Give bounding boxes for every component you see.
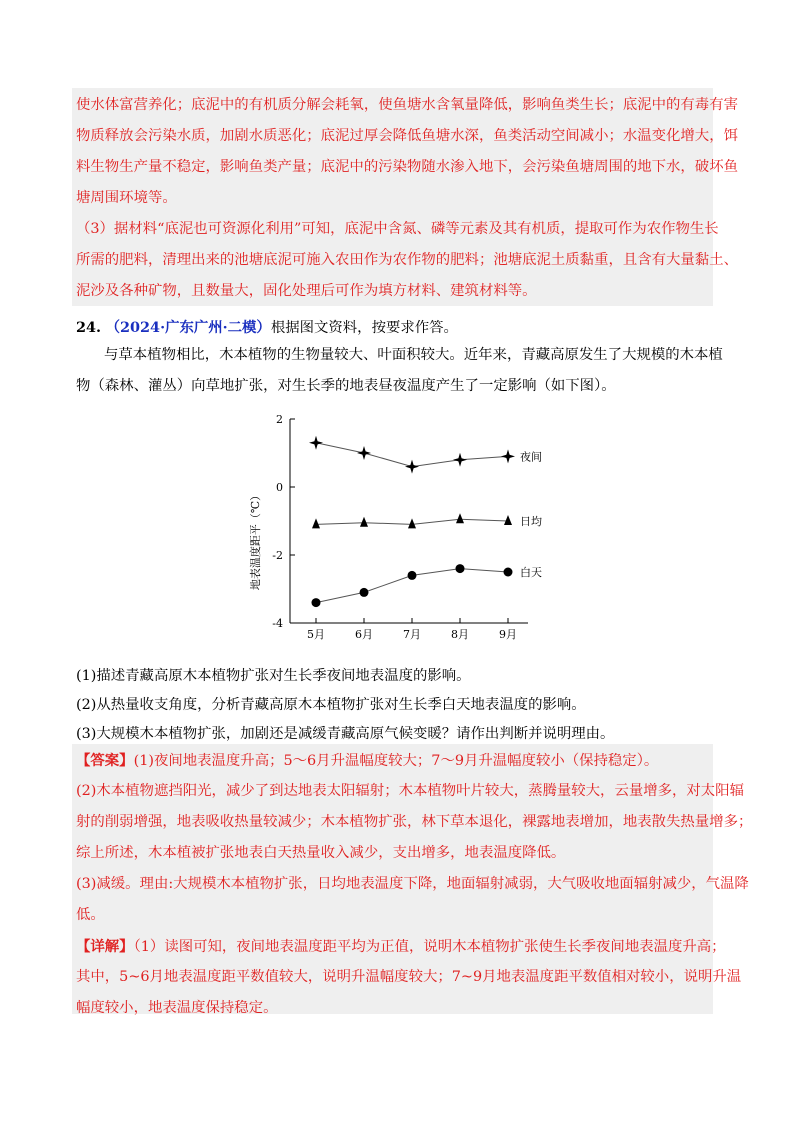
data-point xyxy=(504,568,513,577)
x-tick-label: 8月 xyxy=(451,628,469,641)
intro-line: 与草本植物相比，木本植物的生物量较大、叶面积较大。近年来，青藏高原发生了大规模的木本植 xyxy=(104,347,723,363)
answer-line: 低。 xyxy=(76,907,105,923)
x-tick-label: 6月 xyxy=(355,628,373,641)
detail-line: 其中，5~6月地表温度距平数值较大，说明升温幅度较大；7~9月地表温度距平数值相对较小，说明升温 xyxy=(76,969,742,985)
x-tick-label: 5月 xyxy=(307,628,325,641)
temperature-anomaly-chart xyxy=(246,405,546,645)
data-point xyxy=(501,449,515,463)
question-source: （2024·广东广州·二模） xyxy=(105,319,271,336)
series-label: 白天 xyxy=(520,566,542,579)
text-line: 塘周围环境等。 xyxy=(76,190,177,206)
y-tick-label: 2 xyxy=(276,413,283,426)
x-tick-label: 9月 xyxy=(499,628,517,641)
series-label: 夜间 xyxy=(520,450,542,464)
data-point xyxy=(453,453,467,467)
detail-label: 【详解】 xyxy=(76,938,134,955)
data-point xyxy=(405,460,419,474)
data-point xyxy=(456,564,465,573)
y-tick-label: 0 xyxy=(276,481,283,494)
intro-line: 物（森林、灌丛）向草地扩张，对生长季的地表昼夜温度产生了一定影响（如下图）。 xyxy=(76,378,616,394)
data-point xyxy=(312,518,320,528)
answer-line: (1)夜间地表温度升高；5～6月升温幅度较大；7～9月升温幅度较小（保持稳定）。 xyxy=(133,753,659,769)
question-intro xyxy=(76,340,723,402)
x-tick-label: 7月 xyxy=(403,628,421,641)
detail-line: （1）读图可知，夜间地表温度距平均为正值，说明木本植物扩张使生长季夜间地表温度升高； xyxy=(133,939,726,955)
y-axis-label: 地表温度距平（℃） xyxy=(249,489,262,591)
series-label: 日均 xyxy=(520,515,542,528)
subquestion-3: (3)大规模木本植物扩张，加剧还是减缓青藏高原气候变暖？请作出判断并说明理由。 xyxy=(76,726,615,742)
data-point xyxy=(312,598,321,607)
detail-line-1 xyxy=(76,931,726,962)
detail-line: 幅度较小，地表温度保持稳定。 xyxy=(76,1000,278,1016)
data-point xyxy=(408,518,416,528)
data-point xyxy=(456,513,464,523)
y-tick-label: -4 xyxy=(272,617,283,630)
question-prompt: 根据图文资料，按要求作答。 xyxy=(270,320,458,336)
text-line: 使水体富营养化；底泥中的有机质分解会耗氧，使鱼塘水含氧量降低，影响鱼类生长；底泥中的有毒有害 xyxy=(76,97,738,113)
text-line: 料生物生产量不稳定，影响鱼类产量；底泥中的污染物随水渗入地下，会污染鱼塘周围的地下水，破坏鱼 xyxy=(76,159,738,175)
subquestion-1: (1)描述青藏高原木本植物扩张对生长季夜间地表温度的影响。 xyxy=(76,668,471,684)
top-answer-text xyxy=(76,90,738,307)
question-number: 24. xyxy=(76,319,102,336)
y-tick-label: -2 xyxy=(272,549,283,562)
subquestion-2: (2)从热量收支角度，分析青藏高原木本植物扩张对生长季白天地表温度的影响。 xyxy=(76,697,586,713)
answer-line-1 xyxy=(76,745,708,776)
text-line: （3）据材料“底泥也可资源化利用”可知，底泥中含氮、磷等元素及其有机质，提取可作为农作物生长 xyxy=(76,221,719,237)
answer-line: 综上所述，木本植被扩张地表白天热量收入减少，支出增多，地表温度降低。 xyxy=(76,845,566,861)
answer-line: (2)木本植物遮挡阳光，减少了到达地表太阳辐射；木本植物叶片较大，蒸腾量较大，云量增多，对太阳辐 xyxy=(76,783,744,799)
data-point xyxy=(360,588,369,597)
data-point xyxy=(360,517,368,527)
text-line: 物质释放会污染水质，加剧水质恶化；底泥过厚会降低鱼塘水深，鱼类活动空间减小；水温变化增大，饵 xyxy=(76,128,738,144)
answer-line: (3)减缓。理由:大规模木本植物扩张，日均地表温度下降，地面辐射减弱，大气吸收地面辐射减少，气温降 xyxy=(76,876,749,892)
text-line: 泥沙及各种矿物，且数量大，固化处理后可作为填方材料、建筑材料等。 xyxy=(76,283,537,299)
data-point xyxy=(504,515,512,525)
answer-label: 【答案】 xyxy=(76,752,134,769)
data-point xyxy=(309,436,323,450)
text-line: 所需的肥料，清理出来的池塘底泥可施入农田作为农作物的肥料；池塘底泥土质黏重，且含有大量黏土、 xyxy=(76,252,738,268)
question-header xyxy=(76,316,458,337)
data-point xyxy=(357,446,371,460)
answer-text xyxy=(76,745,753,1024)
answer-line: 射的削弱增强，地表吸收热量较减少；木本植物扩张，林下草本退化，裸露地表增加，地表散失热量增多； xyxy=(76,814,753,830)
data-point xyxy=(408,571,417,580)
